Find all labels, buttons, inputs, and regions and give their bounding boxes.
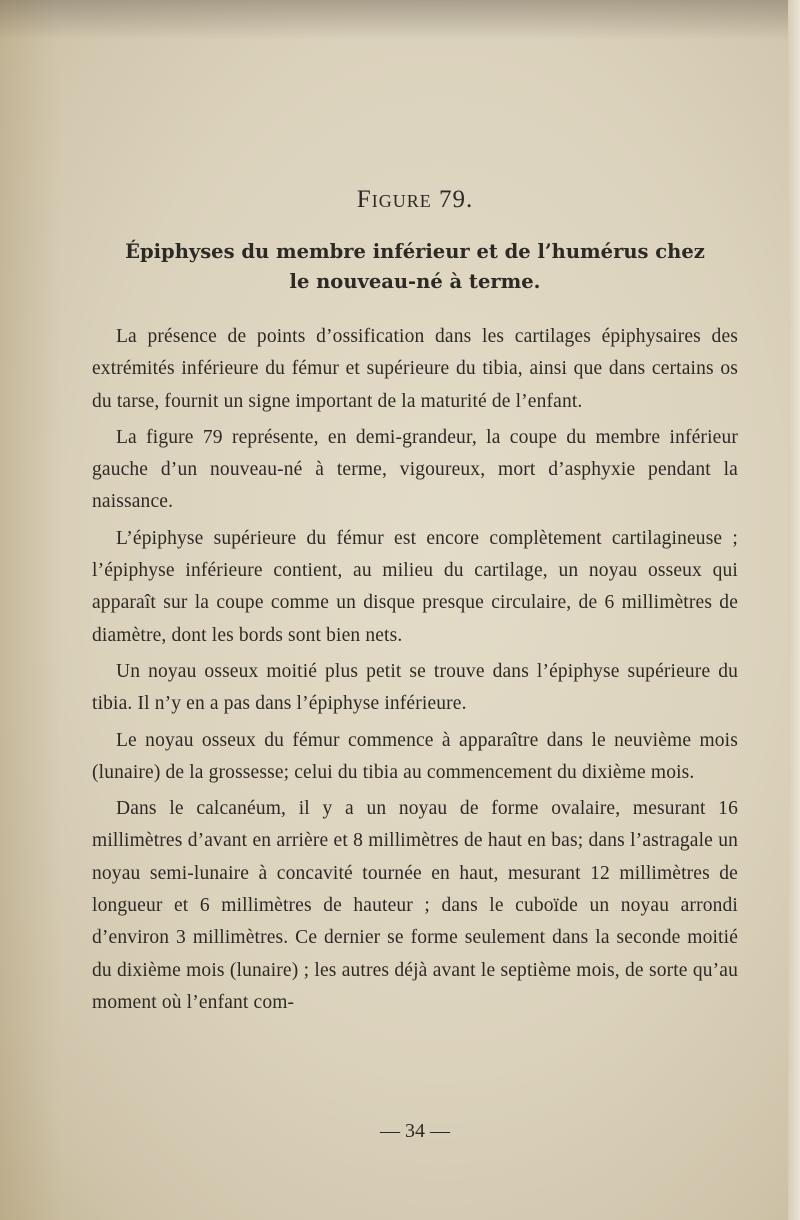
figure-title: [92, 237, 738, 297]
figure-label: Figure 79.: [356, 186, 474, 213]
figure-title-line-1: Épiphyses du membre inférieur et de l’humérus chez: [125, 240, 705, 263]
page-shadow-top: [0, 0, 800, 40]
paragraph: La figure 79 représente, en demi-grandeur, la coupe du membre inférieur gauche d’un nouveau-né à terme, vigoureux, mort d’asphyxie pendant la naissance.: [92, 426, 738, 513]
paragraph: La présence de points d’ossification dans les cartilages épiphysaires des extrémités inférieure du fémur et supérieure du tibia, ainsi que dans certains os du tarse, fournit un signe important de la maturité de l’enfant.: [92, 326, 738, 412]
paragraph: Un noyau osseux moitié plus petit se trouve dans l’épiphyse supérieure du tibia. Il n’y en a pas dans l’épiphyse inférieure.: [92, 660, 738, 715]
page-edge-right: [788, 0, 800, 1220]
paragraph: L’épiphyse supérieure du fémur est encore complètement cartilagineuse ; l’épiphyse inférieure contient, au milieu du cartilage, un noyau osseux qui apparaît sur la coupe comme un disque presque circulaire, de 6 millimètres de diamètre, dont les bords sont bien nets.: [92, 527, 738, 646]
paragraph: Dans le calcanéum, il y a un noyau de forme ovalaire, mesurant 16 millimètres d’avant en arrière et 8 millimètres de haut en bas; dans l’astragale un noyau semi-lunaire à concavité tournée en haut, mesurant 12 millimètres de longueur et 6 millimètres de hauteur ; dans le cuboïde un noyau arrondi d’environ 3 millimètres. Ce dernier se forme seulement dans la seconde moitié du dixième mois (lunaire) ; les autres déjà avant le septième mois, de sorte qu’au moment où l’enfant com-: [92, 798, 738, 1013]
page-content: [92, 185, 738, 1023]
page-shadow-left: [0, 0, 60, 1220]
page-number: — 34 —: [380, 1120, 450, 1142]
paragraph: Le noyau osseux du fémur commence à apparaître dans le neuvième mois (lunaire) de la grossesse; celui du tibia au commencement du dixième mois.: [92, 729, 738, 783]
figure-title-line-2: le nouveau-né à terme.: [289, 270, 541, 293]
